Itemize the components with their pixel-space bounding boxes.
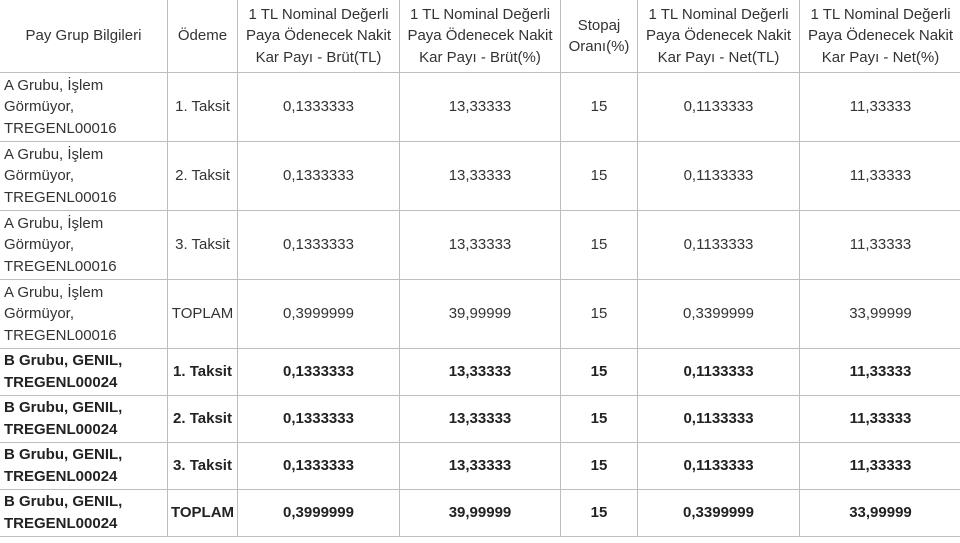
cell-payment: 2. Taksit <box>168 396 238 443</box>
cell-payment: 1. Taksit <box>168 349 238 396</box>
table-row <box>0 443 960 490</box>
cell-gross-pct: 13,33333 <box>400 73 561 142</box>
cell-net-pct: 11,33333 <box>800 396 960 443</box>
cell-net-pct: 11,33333 <box>800 211 960 280</box>
cell-group: A Grubu, İşlem Görmüyor, TREGENL00016 <box>0 73 168 142</box>
table-row <box>0 490 960 537</box>
cell-payment: TOPLAM <box>168 280 238 349</box>
table-row <box>0 142 960 211</box>
cell-net-pct: 11,33333 <box>800 142 960 211</box>
header-net-tl: 1 TL Nominal Değerli Paya Ödenecek Nakit Kar Payı - Net(TL) <box>638 0 800 73</box>
cell-payment: 1. Taksit <box>168 73 238 142</box>
header-row <box>0 0 960 73</box>
cell-net-pct: 33,99999 <box>800 490 960 537</box>
cell-net-tl: 0,1133333 <box>638 443 800 490</box>
table-row <box>0 280 960 349</box>
cell-group: A Grubu, İşlem Görmüyor, TREGENL00016 <box>0 280 168 349</box>
cell-gross-tl: 0,3999999 <box>238 280 400 349</box>
table-row <box>0 73 960 142</box>
cell-net-pct: 11,33333 <box>800 443 960 490</box>
cell-gross-pct: 13,33333 <box>400 349 561 396</box>
cell-payment: TOPLAM <box>168 490 238 537</box>
cell-net-pct: 33,99999 <box>800 280 960 349</box>
cell-withholding: 15 <box>561 349 638 396</box>
cell-gross-tl: 0,1333333 <box>238 211 400 280</box>
cell-gross-tl: 0,1333333 <box>238 73 400 142</box>
cell-gross-pct: 13,33333 <box>400 396 561 443</box>
cell-net-tl: 0,1133333 <box>638 211 800 280</box>
cell-net-pct: 11,33333 <box>800 349 960 396</box>
cell-withholding: 15 <box>561 73 638 142</box>
cell-net-tl: 0,3399999 <box>638 490 800 537</box>
cell-withholding: 15 <box>561 211 638 280</box>
cell-payment: 3. Taksit <box>168 211 238 280</box>
cell-gross-pct: 39,99999 <box>400 280 561 349</box>
header-pay-grup: Pay Grup Bilgileri <box>0 0 168 73</box>
cell-withholding: 15 <box>561 490 638 537</box>
cell-gross-tl: 0,1333333 <box>238 443 400 490</box>
cell-withholding: 15 <box>561 142 638 211</box>
cell-net-pct: 11,33333 <box>800 73 960 142</box>
cell-group: A Grubu, İşlem Görmüyor, TREGENL00016 <box>0 142 168 211</box>
cell-group: A Grubu, İşlem Görmüyor, TREGENL00016 <box>0 211 168 280</box>
cell-group: B Grubu, GENIL, TREGENL00024 <box>0 443 168 490</box>
header-brut-tl: 1 TL Nominal Değerli Paya Ödenecek Nakit Kar Payı - Brüt(TL) <box>238 0 400 73</box>
header-net-pct: 1 TL Nominal Değerli Paya Ödenecek Nakit Kar Payı - Net(%) <box>800 0 960 73</box>
cell-payment: 2. Taksit <box>168 142 238 211</box>
cell-withholding: 15 <box>561 396 638 443</box>
cell-gross-tl: 0,1333333 <box>238 349 400 396</box>
table-row <box>0 396 960 443</box>
cell-gross-pct: 39,99999 <box>400 490 561 537</box>
cell-net-tl: 0,1133333 <box>638 73 800 142</box>
table-row <box>0 211 960 280</box>
cell-gross-pct: 13,33333 <box>400 211 561 280</box>
cell-gross-tl: 0,3999999 <box>238 490 400 537</box>
header-stopaj: Stopaj Oranı(%) <box>561 0 638 73</box>
cell-net-tl: 0,3399999 <box>638 280 800 349</box>
cell-payment: 3. Taksit <box>168 443 238 490</box>
cell-net-tl: 0,1133333 <box>638 142 800 211</box>
cell-gross-tl: 0,1333333 <box>238 396 400 443</box>
cell-gross-pct: 13,33333 <box>400 443 561 490</box>
cell-net-tl: 0,1133333 <box>638 396 800 443</box>
header-brut-pct: 1 TL Nominal Değerli Paya Ödenecek Nakit Kar Payı - Brüt(%) <box>400 0 561 73</box>
cell-group: B Grubu, GENIL, TREGENL00024 <box>0 396 168 443</box>
cell-gross-tl: 0,1333333 <box>238 142 400 211</box>
cell-withholding: 15 <box>561 280 638 349</box>
header-odeme: Ödeme <box>168 0 238 73</box>
cell-net-tl: 0,1133333 <box>638 349 800 396</box>
cell-group: B Grubu, GENIL, TREGENL00024 <box>0 490 168 537</box>
cell-withholding: 15 <box>561 443 638 490</box>
cell-group: B Grubu, GENIL, TREGENL00024 <box>0 349 168 396</box>
table-row <box>0 349 960 396</box>
cell-gross-pct: 13,33333 <box>400 142 561 211</box>
